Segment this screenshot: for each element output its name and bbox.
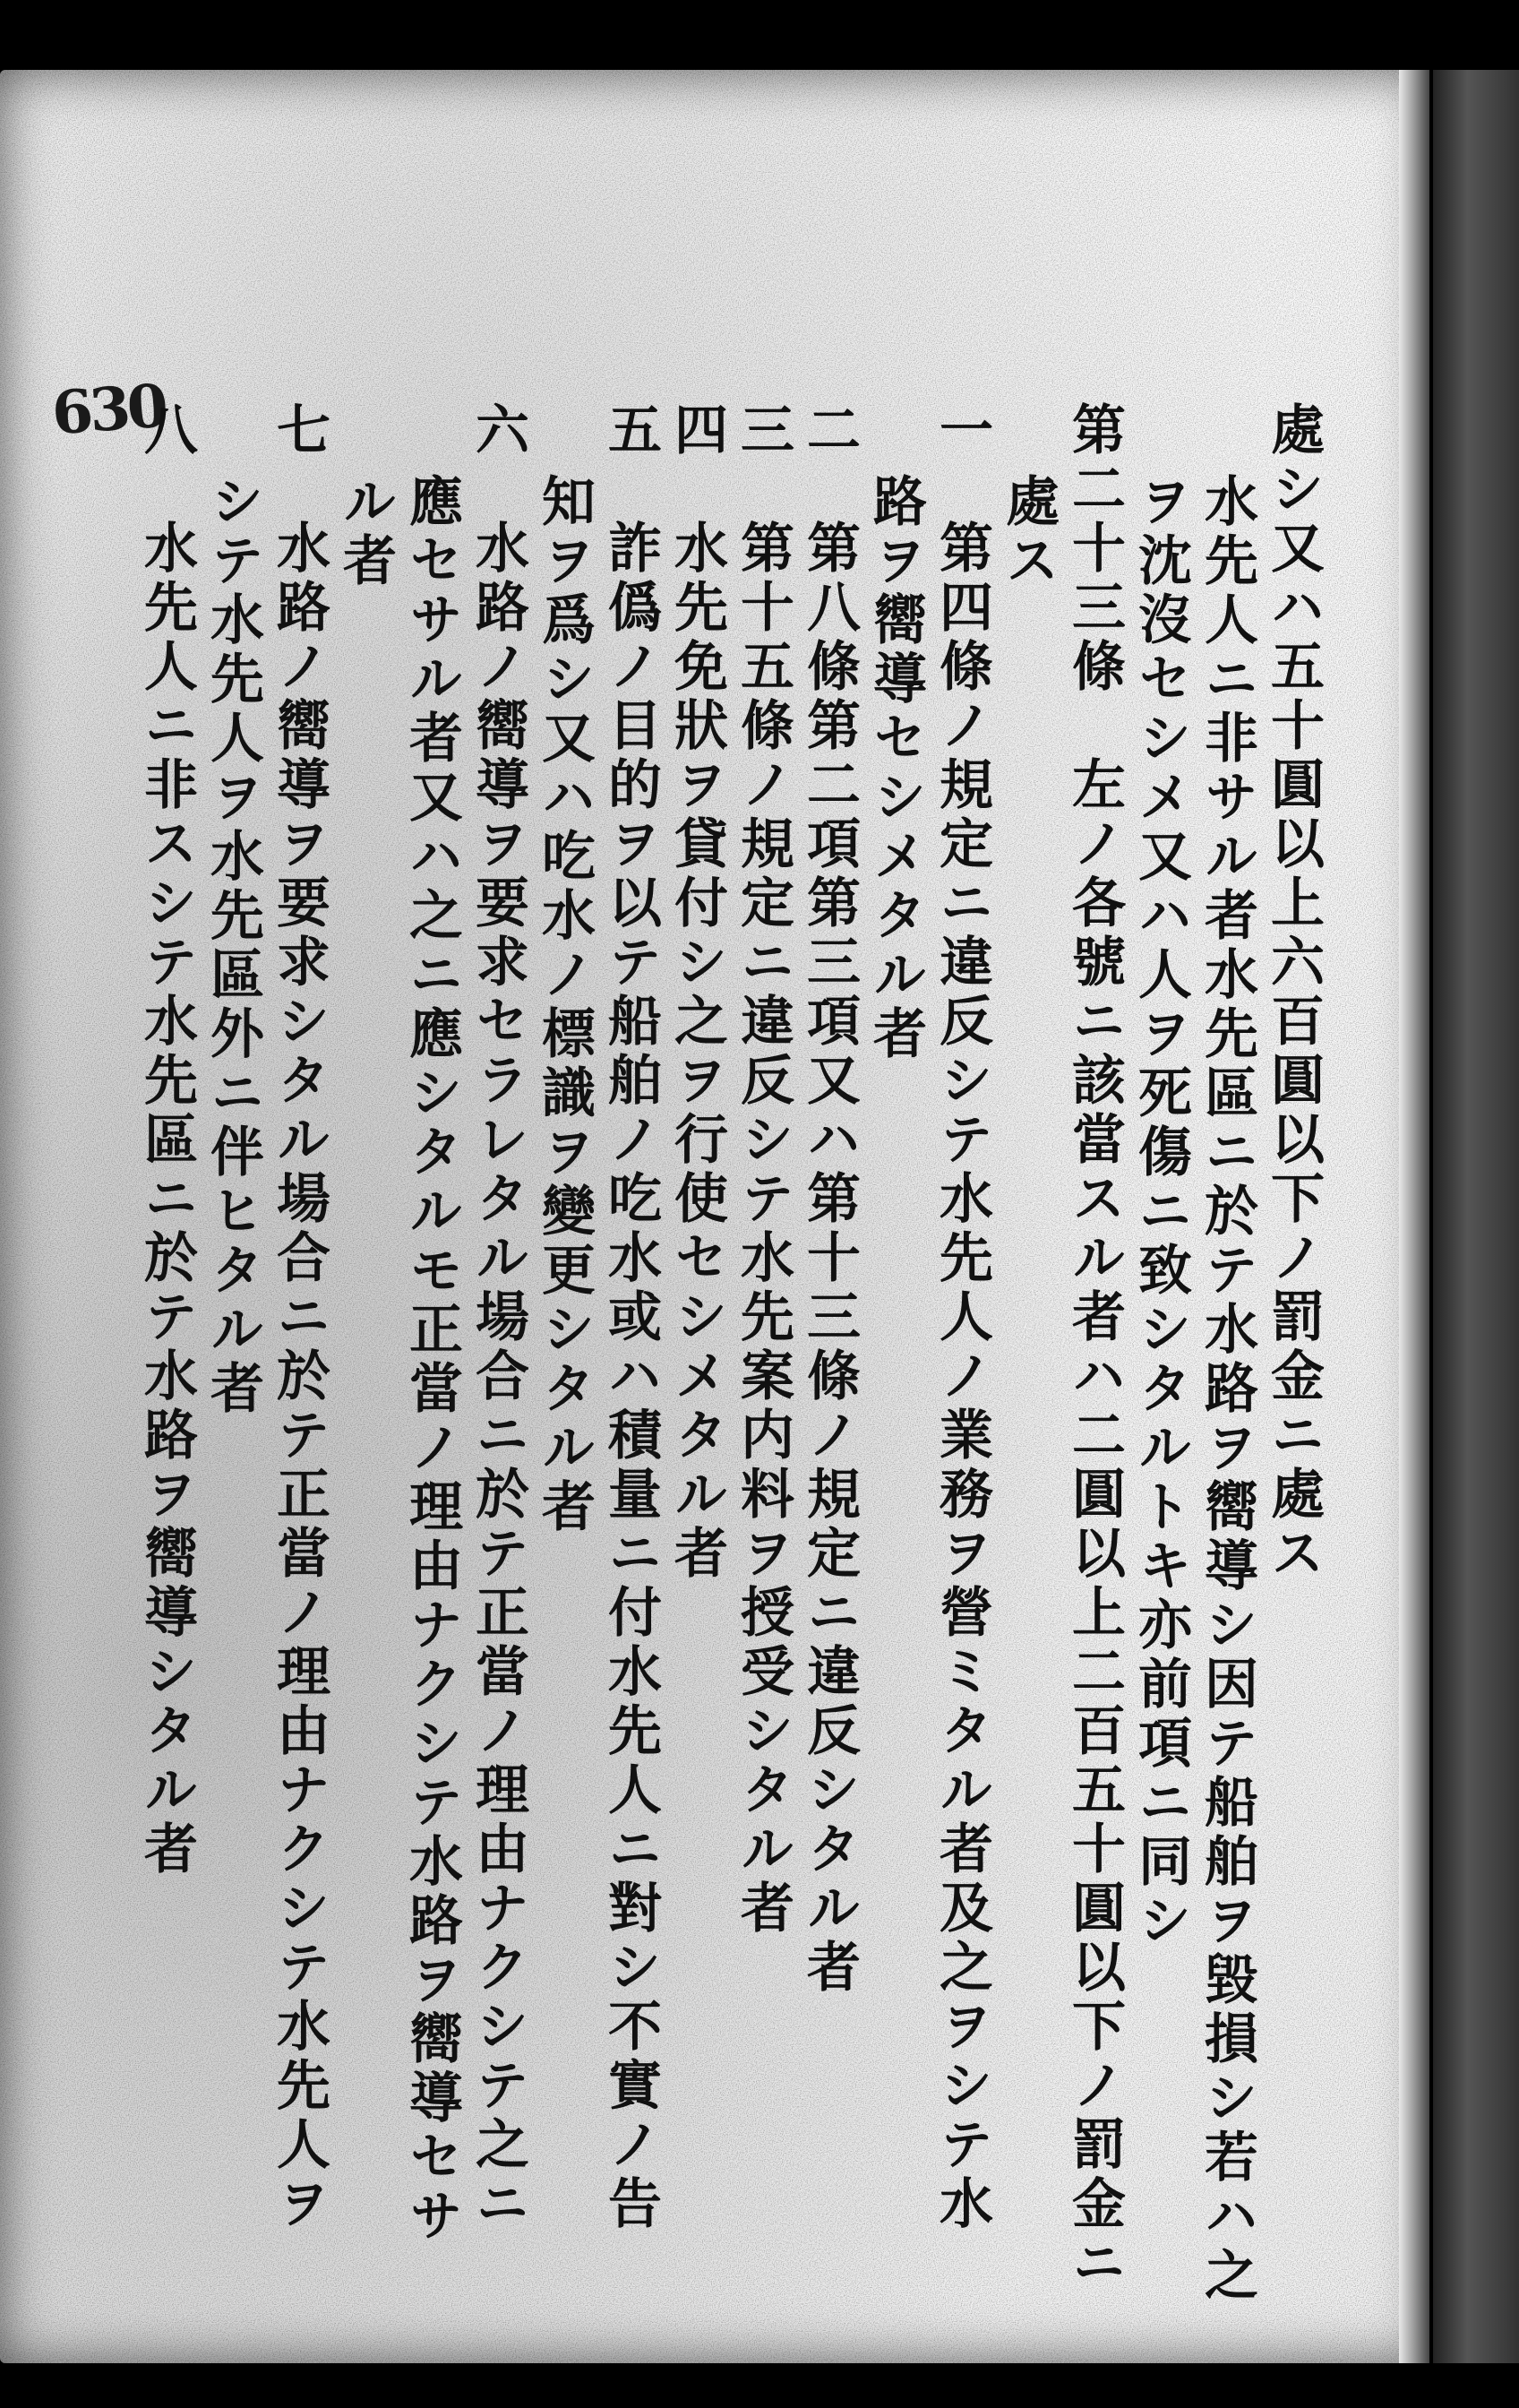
text-column-17: シテ水先人ヲ水先區外ニ伴ヒタル者 (202, 473, 264, 1419)
text-column-15: ル者 (334, 473, 397, 591)
text-column-7: 路ヲ嚮導セシメタル者 (864, 473, 927, 1064)
text-column-18: 八 水先人ニ非スシテ水先區ニ於テ水路ヲ嚮導シタル者 (135, 401, 198, 1879)
text-column-10: 四 水先免狀ヲ貸付シ之ヲ行使セシメタル者 (665, 401, 728, 1584)
page-gutter (1399, 70, 1429, 2363)
text-column-2: 水先人ニ非サル者水先區ニ於テ水路ヲ嚮導シ因テ船舶ヲ毀損シ若ハ之 (1196, 473, 1258, 2306)
text-column-12: 知ヲ爲シ又ハ吃水ノ標識ヲ變更シタル者 (533, 473, 596, 1537)
next-page-edge (1433, 70, 1519, 2363)
page-number: 630 (49, 370, 167, 449)
text-column-1: 處シ又ハ五十圓以上六百圓以下ノ罰金ニ處ス (1262, 401, 1325, 1584)
text-column-16: 七 水路ノ嚮導ヲ要求シタル場合ニ於テ正當ノ理由ナクシテ水先人ヲ (268, 401, 330, 2234)
text-column-8: 二 第八條第二項第三項又ハ第十三條ノ規定ニ違反シタル者 (798, 401, 861, 1998)
scanned-page (0, 70, 1429, 2363)
text-column-14: 應セサル者又ハ之ニ應シタルモ正當ノ理由ナクシテ水路ヲ嚮導セサ (400, 473, 463, 2247)
text-column-9: 三 第十五條ノ規定ニ違反シテ水先案内料ヲ授受シタル者 (732, 401, 794, 1939)
text-column-6: 一 第四條ノ規定ニ違反シテ水先人ノ業務ヲ營ミタル者及之ヲシテ水 (931, 401, 993, 2234)
text-column-4: 第二十三條 左ノ各號ニ該當スル者ハ二圓以上二百五十圓以下ノ罰金ニ (1063, 401, 1126, 2293)
text-column-13: 六 水路ノ嚮導ヲ要求セラレタル場合ニ於テ正當ノ理由ナクシテ之ニ (467, 401, 529, 2234)
text-column-11: 五 詐僞ノ目的ヲ以テ船舶ノ吃水或ハ積量ニ付水先人ニ對シ不實ノ告 (599, 401, 662, 2234)
text-column-5: 處ス (997, 473, 1060, 591)
text-column-3: ヲ沈沒セシメ又ハ人ヲ死傷ニ致シタルトキ亦前項ニ同シ (1129, 473, 1192, 1951)
